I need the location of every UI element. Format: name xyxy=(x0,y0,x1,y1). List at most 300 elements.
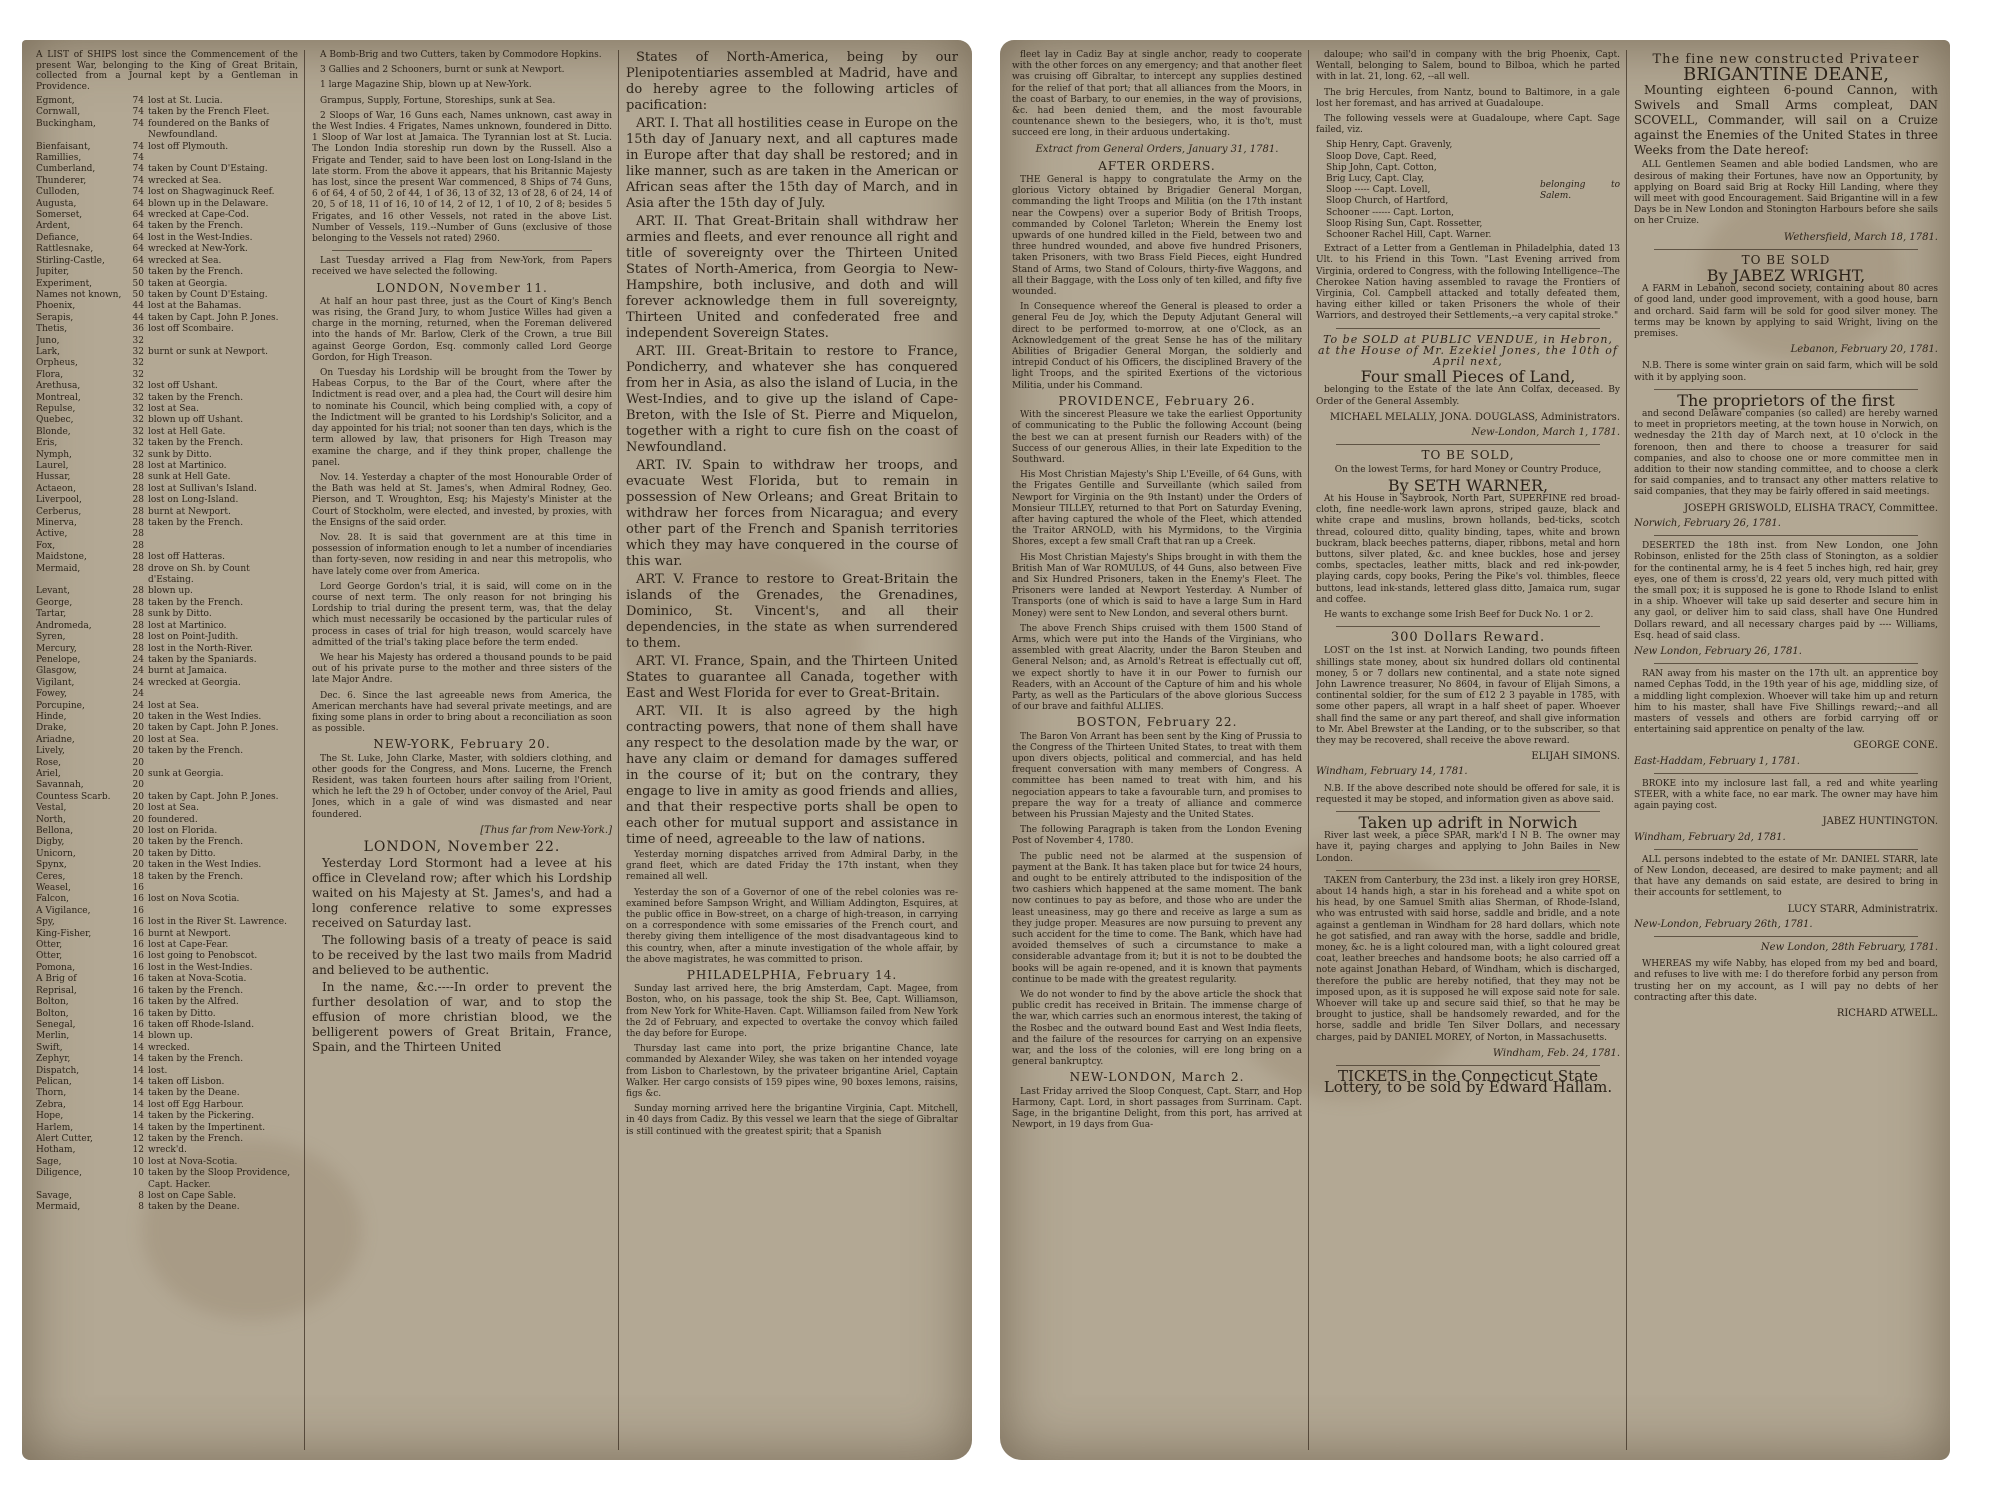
ship-fate: foundered on the Banks of Newfoundland. xyxy=(148,118,269,141)
ship-fate: lost on Cape Sable. xyxy=(148,1191,237,1201)
ship-guns: 16 xyxy=(132,905,144,916)
ship-fate xyxy=(148,541,298,552)
ship-name: Savage, xyxy=(36,1191,72,1201)
ship-fate: taken at Nova-Scotia. xyxy=(148,974,247,985)
ship-fate: taken by the French. xyxy=(148,985,244,996)
ship-fate: sunk at Georgia. xyxy=(148,768,224,779)
reward-paragraph: LOST on the 1st inst. at Norwich Landing, two pounds fifteen shillings state money, about six hundred dollars old continental money, 5 or 7 dollars new continental, and a state note signed John Lawrence treasurer, No 8604, in favour of Elijah Simons, a continental soldier, for the sum of £12 2 3 payable in 1785, with some other papers, all wrapt in a half sheet of paper. Whoever shall find the same or any part thereof, and shall give information to Mr. Abel Brewster at the Landing, or to the subscriber, so that they may be recovered, shall receive the above reward. xyxy=(1316,646,1620,746)
ship-guns: 20 xyxy=(132,837,144,848)
ship-name: Thetis, xyxy=(36,324,68,335)
ship-name: Tartar, xyxy=(36,609,67,620)
london-paragraph: Nov. 14. Yesterday a chapter of the most Honourable Order of the Bath was held at St. James's, when Admiral Rodney, Geo. Pierson, and T. Wroughton, Esq; his Majesty's Minister at the Court of Stockholm, were elected, and invested, by proxies, with the Ensigns of the said order. xyxy=(312,472,612,528)
ships-list-title: A LIST of SHIPS lost since the Commencement of the present War, belonging to the King of Great Britain, collected from a Journal kept by a Gentleman in Providence. xyxy=(36,50,298,92)
ship-name: Experiment, xyxy=(36,278,93,289)
ship-guns: 28 xyxy=(132,597,144,608)
ship-fate: taken by the French. xyxy=(148,267,244,278)
treaty-article: ART. V. France to restore to Great-Britain the islands of the Grenades, the Grenadines, Dominico, St. Vincent's, and all their dependencies, in the state as when surrendered to them. xyxy=(626,572,958,651)
horse-paragraph: TAKEN from Canterbury, the 23d inst. a likely iron grey HORSE, about 14 hands high, a star in his forehead and a white spot on his head, by one Samuel Smith alias Sherman, of Rhode-Island, who was entrusted with said horse, saddle and bridle, and a note against a gentleman in Windham for 28 hard dollars, which note he got satisfied, and ran away with the horse, saddle and bridle, money, &c. he is a light coloured man, with a light coloured great coat, leather breeches and handsome boots; he also carried off a note against Jonathan Hebard, of Windham, which is discharged, therefore the public are hereby notified, that they may not be imposed upon, as it is supposed he will expose said note for sale. Whoever will take up and secure said thief, so that he may be brought to justice, shall be handsomely rewarded, and for the horse, saddle and bridle Ten Silver Dollars, and necessary charges, paid by DANIEL MOREY, of Norton, in Massachusetts. xyxy=(1316,875,1620,1043)
vessels-note: belonging to Salem. xyxy=(1540,179,1620,201)
ship-fate: taken by the Deane. xyxy=(148,1088,240,1099)
ship-guns: 16 xyxy=(132,985,144,996)
ship-name: Nymph, xyxy=(36,449,72,460)
ship-name: Pomona, xyxy=(36,962,76,973)
ship-fate: taken by the Deane. xyxy=(148,1202,240,1213)
ship-fate: taken by the French. xyxy=(148,871,244,882)
ship-name: Egmont, xyxy=(36,96,75,106)
ship-row xyxy=(36,1054,298,1065)
adrift-paragraph: River last week, a piece SPAR, mark'd I N B. The owner may have it, paying charges and applying to John Bailes in New London. xyxy=(1316,831,1620,864)
providence-paragraph: His Most Christian Majesty's Ships brought in with them the British Man of War ROMULUS, of 44 Guns, also between Five and Six Hundred Prisoners, taken in the Enemy's Fleet. The Prisoners were landed at Newport Yesterday. A Number of Transports (one of which is said to have a large Sum in Hard Money) were sent to New London, and several others burnt. xyxy=(1012,552,1302,619)
ship-fate: lost at Martinico. xyxy=(148,461,227,471)
london-paragraph: We hear his Majesty has ordered a thousand pounds to be paid out of his private purse to the mother and three sisters of the late Major Andre. xyxy=(312,652,612,686)
ship-row xyxy=(36,780,298,791)
after-orders-body xyxy=(1012,175,1302,392)
ship-guns: 20 xyxy=(132,791,144,802)
left-column-two xyxy=(312,50,612,1450)
ship-row xyxy=(36,609,298,620)
ship-name: Swift, xyxy=(36,1042,63,1053)
reward-signature: ELIJAH SIMONS. xyxy=(1531,751,1620,763)
ship-row xyxy=(36,404,298,415)
ship-fate: sunk at Hell Gate. xyxy=(148,472,231,483)
ship-name: Bolton, xyxy=(36,1008,69,1019)
hercules-paragraph: The brig Hercules, from Nantz, bound to Baltimore, in a gale lost her foremast, and has arrived at Guadaloupe. xyxy=(1316,87,1620,109)
ship-name: Mermaid, xyxy=(36,1202,81,1213)
ship-name: Lively, xyxy=(36,746,65,757)
ship-row xyxy=(36,940,298,951)
ship-guns: 74 xyxy=(132,153,144,164)
ship-fate: taken by the Pickering. xyxy=(148,1111,255,1122)
ship-guns: 28 xyxy=(132,506,144,517)
ship-fate: lost in the North-River. xyxy=(148,643,253,654)
providence-body xyxy=(1012,410,1302,713)
philadelphia-paragraph: Sunday morning arrived here the brigantine Virginia, Capt. Mitchell, in 40 days from Cadiz. By this vessel we learn that the siege of Gibraltar is still continued with the greatest spirit; that a Spanish xyxy=(626,1104,958,1137)
ship-row xyxy=(36,644,298,655)
ship-row xyxy=(36,1111,298,1122)
ship-fate: wreck'd. xyxy=(148,1145,187,1156)
ship-fate: lost at the Bahamas. xyxy=(148,301,242,312)
after-articles-news xyxy=(626,850,958,966)
ship-fate: sunk by Ditto. xyxy=(148,449,212,460)
ship-fate: drove on Sh. by Count d'Estaing. xyxy=(148,563,250,586)
ship-guns: 64 xyxy=(132,198,144,209)
ship-row xyxy=(36,370,298,381)
ship-name: Culloden, xyxy=(36,187,80,198)
ship-row xyxy=(36,906,298,917)
horse-date: Windham, Feb. 24, 1781. xyxy=(1492,1047,1620,1059)
providence-paragraph: With the sincerest Pleasure we take the earliest Opportunity of communicating to the Public the following Account (being the best we can at present furnish our Readers with) of the Success of our generous Allies, in their late Expedition to the Southward. xyxy=(1012,410,1302,465)
ship-guns: 16 xyxy=(132,974,144,985)
london-paragraph: On Tuesday his Lordship will be brought from the Tower by Habeas Corpus, to the Bar of the Court, where after the Indictment is read over, and a plea had, the Court will desire him to nominate his Council, which being complied with, a copy of the Indictment will be granted to his Lordship's Solicitor, and a day appointed for his trial; not sooner than ten days, which is the term allowed by law, that prisoners for High Treason may examine the charge, and if they think proper, challenge the panel. xyxy=(312,368,612,468)
ship-guns: 64 xyxy=(132,232,144,243)
ship-fate xyxy=(148,780,298,791)
ship-guns: 24 xyxy=(132,700,144,711)
ship-guns: 20 xyxy=(132,757,144,768)
ship-row xyxy=(36,1202,298,1213)
land-date: New-London, March 1, 1781. xyxy=(1471,427,1620,439)
ship-guns: 64 xyxy=(132,210,144,221)
deserted-date: New London, February 26, 1781. xyxy=(1634,645,1802,657)
flag-note: Last Tuesday arrived a Flag from New-York, from Papers received we have selected the following. xyxy=(312,256,612,278)
ship-guns: 32 xyxy=(132,381,144,392)
vessel-entry: Sloop Dove, Capt. Reed, xyxy=(1326,151,1437,162)
treaty-articles xyxy=(626,50,958,848)
news-paragraph: Yesterday the son of a Governor of one of the rebel colonies was re-examined before Sampson Wright, and William Addington, Esquires, at the public office in Bow-street, on a charge of high-treason, in carrying on a correspondence with some emissaries of the French court, and thereby giving them intelligence of the most disadvantageous kind to this country, when, after a minute investigation of the whole affair, by the above magistrates, he was committed to prison. xyxy=(626,887,958,965)
ship-guns: 16 xyxy=(132,951,144,962)
ship-name: Laurel, xyxy=(36,461,69,471)
ship-row xyxy=(36,529,298,540)
column-rule xyxy=(1626,50,1627,1450)
ship-name: Vestal, xyxy=(36,803,67,814)
fleet-line: A Bomb-Brig and two Cutters, taken by Commodore Hopkins. xyxy=(320,50,602,60)
ship-fate xyxy=(148,529,298,540)
vessel-entry: Sloop ----- Capt. Lovell, xyxy=(1326,185,1431,196)
ship-row xyxy=(36,142,298,153)
ship-guns: 14 xyxy=(132,1076,144,1087)
ships-list-column xyxy=(36,50,298,1450)
ship-fate: wrecked at Cape-Cod. xyxy=(148,210,249,221)
ship-guns: 20 xyxy=(132,848,144,859)
ship-name: Rose, xyxy=(36,757,62,768)
ship-guns: 44 xyxy=(132,301,144,312)
ship-guns: 50 xyxy=(132,278,144,289)
column-rule xyxy=(618,50,619,1450)
separator xyxy=(1654,773,1918,774)
atwell-date: New London, 28th February, 1781. xyxy=(1760,941,1938,953)
ship-fate: burnt at Jamaica. xyxy=(148,666,227,677)
ship-fate: lost off Plymouth. xyxy=(148,141,229,152)
ship-row xyxy=(36,632,298,643)
london-paragraph: The following basis of a treaty of peace is said to be received by the last two mails from Madrid and believed to be authentic. xyxy=(312,933,612,978)
ship-guns: 24 xyxy=(132,677,144,688)
ship-name: Rattlesnake, xyxy=(36,244,94,255)
reward-date: Windham, February 14, 1781. xyxy=(1316,766,1468,778)
london-nov22-body xyxy=(312,856,612,1055)
ship-fate: burnt at Newport. xyxy=(148,506,231,517)
ship-fate: taken by Ditto. xyxy=(148,1008,216,1019)
ship-name: Orpheus, xyxy=(36,358,78,369)
london-paragraph: Nov. 28. It is said that government are at this time in possession of information enough to let a number of incendiaries than forty-seven, now residing in and near this metropolis, who have lately come over from America. xyxy=(312,532,612,577)
ship-name: Reprisal, xyxy=(36,985,77,996)
jabez-wright-heading: By JABEZ WRIGHT, xyxy=(1706,266,1866,286)
runaway-signature: GEORGE CONE. xyxy=(1853,740,1938,752)
farm-paragraph: A FARM in Lebanon, second society, containing about 80 acres of good land, under good improvement, with a good house, barn and orchard. Said farm will be sold for good silver money. The terms may be known by applying to said Wright, living on the premises. xyxy=(1634,284,1938,340)
providence-paragraph: His Most Christian Majesty's Ship L'Eveille, of 64 Guns, with the Frigates Gentille and Surveillante (which sailed from Newport for Virginia on the 9th Instant) under the Orders of Monsieur TILLEY, returned to that Port on Saturday Evening, after having captured the whole of the Fleet, which attended the Traitor ARNOLD, with his Myrmidons, to the Virginia Shores, except a few small Craft that ran up a Creek. xyxy=(1012,470,1302,548)
ship-row xyxy=(36,860,298,871)
ship-fate: lost at St. Lucia. xyxy=(148,96,223,106)
ship-name: Sage, xyxy=(36,1156,62,1167)
brigantine-deane-name: BRIGANTINE DEANE, xyxy=(1683,64,1889,86)
philadelphia-heading: PHILADELPHIA, February 14. xyxy=(686,968,898,983)
separator xyxy=(1336,328,1600,329)
ship-guns: 14 xyxy=(132,1099,144,1110)
providence-heading: PROVIDENCE, February 26. xyxy=(1058,393,1256,408)
treaty-article: ART. I. That all hostilities cease in Europe on the 15th day of January next, and all captures made in Europe after that day shall be restored; and in like manner, such as are taken in the American or African seas after the 15th day of March, and in Asia after the 15th day of July. xyxy=(626,116,958,211)
ship-guns: 20 xyxy=(132,860,144,871)
ship-name: Maidstone, xyxy=(36,552,87,563)
ship-fate: taken by Count D'Estaing. xyxy=(148,289,268,300)
ship-row xyxy=(36,347,298,358)
boston-body xyxy=(1012,732,1302,1069)
ship-row xyxy=(36,1020,298,1031)
ship-name: Senegal, xyxy=(36,1019,76,1030)
ship-row xyxy=(36,712,298,723)
ship-fate: taken by the Spaniards. xyxy=(148,654,257,665)
ship-guns: 24 xyxy=(132,689,144,700)
fleet-line: Grampus, Supply, Fortune, Storeships, sunk at Sea. xyxy=(320,95,556,106)
ship-name: Alert Cutter, xyxy=(36,1133,93,1144)
ship-guns: 50 xyxy=(132,289,144,300)
ship-fate: taken in the West Indies. xyxy=(148,711,262,722)
ship-row xyxy=(36,119,298,142)
ship-guns: 74 xyxy=(132,164,144,175)
ship-fate: lost off Scombaire. xyxy=(148,324,234,335)
ship-name: Arethusa, xyxy=(36,381,81,392)
philadelphia-letter-extract: Extract of a Letter from a Gentleman in Philadelphia, dated 13 Ult. to his Friend in this Town. "Last Evening arrived from Virginia, ordered to Congress, with the following Intelligence--The Cherokee Nation having assembled to ravage the Frontiers of Virginia, Col. Campbell attacked and totally defeated them, having either killed or taken Prisoners the whole of their Warriors, and destroyed their Settlements,--a very capital stroke." xyxy=(1316,244,1620,322)
ship-fate: lost at Cape-Fear. xyxy=(148,940,229,951)
ship-fate: lost off Egg Harbour. xyxy=(148,1099,244,1110)
ship-guns: 16 xyxy=(132,883,144,894)
ship-name: Penelope, xyxy=(36,654,81,665)
guadaloupe-paragraph: daloupe; who sail'd in company with the brig Phoenix, Capt. Wentall, belonging to Salem, bound to Bilboa, which he parted with in lat. 21, long. 62, --all well. xyxy=(1316,50,1620,83)
atwell-signature: RICHARD ATWELL. xyxy=(1836,1008,1938,1019)
ship-guns: 16 xyxy=(132,940,144,951)
fleet-line: 3 Gallies and 2 Schooners, burnt or sunk at Newport. xyxy=(320,65,565,76)
ship-fate: taken by the French. xyxy=(148,597,244,608)
ship-fate xyxy=(148,758,298,769)
ship-name: Mermaid, xyxy=(36,563,81,574)
london-paragraph: Yesterday Lord Stormont had a levee at his office in Cleveland row; after which his Lordship waited on his Majesty at St. James's, and had a long conference relative to some expresses received on Saturday last. xyxy=(312,856,612,931)
ship-fate: lost at Sea. xyxy=(148,734,199,745)
ship-name: Spynx, xyxy=(36,860,67,871)
ship-name: Stirling-Castle, xyxy=(36,255,105,266)
ship-row xyxy=(36,849,298,860)
ship-fate: lost in the West-Indies. xyxy=(148,232,253,243)
ship-guns: 20 xyxy=(132,803,144,814)
privateer-recruiting: ALL Gentlemen Seamen and able bodied Landsmen, who are desirous of making their Fortunes, have now an Opportunity, by applying on Board said Brig at Rocky Hill Landing, where they will meet with good Encouragement. Said Brigantine will in a few Days be in New London and Stonington Harbours before she sails on her Cruize. xyxy=(1634,160,1938,227)
ship-fate: blown up. xyxy=(148,1031,193,1042)
to-be-sold-heading: TO BE SOLD, xyxy=(1421,448,1515,463)
ship-row xyxy=(36,427,298,438)
ship-row xyxy=(36,324,298,335)
ship-guns: 16 xyxy=(132,962,144,973)
ship-row xyxy=(36,176,298,187)
ship-name: Syren, xyxy=(36,632,66,643)
vessel-entry: Schooner Rachel Hill, Capt. Warner. xyxy=(1326,230,1492,241)
ship-fate: burnt or sunk at Newport. xyxy=(148,346,268,357)
ship-row xyxy=(36,1077,298,1088)
ship-guns: 32 xyxy=(132,426,144,437)
ship-row xyxy=(36,1009,298,1020)
ship-row xyxy=(36,541,298,552)
ship-row xyxy=(36,210,298,221)
providence-paragraph: The above French Ships cruised with them 1500 Stand of Arms, which were put into the Hands of the Virginians, who assembled with great Alacrity, under the Baron Steuben and General Nelson; and, as Arnold's Retreat is effectually cut off, we expect shortly to have it in our Power to furnish our Readers, with an Account of the Capture of him and his whole Party, as well as the Particulars of the above glorious Success of our brave and faithful ALLIES. xyxy=(1012,623,1302,713)
starr-estate-paragraph: ALL persons indebted to the estate of Mr. DANIEL STARR, late of New London, deceased, are desired to make payment; and all that have any demands on said estate, are desired to bring in their accounts for settlement, to xyxy=(1634,854,1938,899)
ship-name: Andromeda, xyxy=(36,620,92,631)
london-nov22-heading: LONDON, November 22. xyxy=(363,839,561,855)
ship-name: Montreal, xyxy=(36,392,81,403)
ship-fate: taken by the French. xyxy=(148,837,244,848)
ship-row xyxy=(36,792,298,803)
left-column-three xyxy=(626,50,958,1450)
privateer-heading: The fine new constructed Privateer xyxy=(1652,52,1920,67)
ship-guns: 28 xyxy=(132,529,144,540)
ship-guns: 74 xyxy=(132,96,144,106)
ship-guns: 14 xyxy=(132,1065,144,1076)
ship-name: Weasel, xyxy=(36,883,71,894)
ship-row xyxy=(36,951,298,962)
ship-guns: 20 xyxy=(132,746,144,757)
ship-name: Defiance, xyxy=(36,232,79,243)
boston-paragraph: The following Paragraph is taken from the London Evening Post of November 4, 1780. xyxy=(1012,825,1302,847)
ship-fate xyxy=(148,358,298,369)
ship-row xyxy=(36,336,298,347)
ship-fate: lost at Hell Gate. xyxy=(148,426,226,437)
ship-name: Ariadne, xyxy=(36,734,75,745)
new-york-paragraph: The St. Luke, John Clarke, Master, with soldiers clothing, and other goods for the Congress, and Mons. Lucerne, the French Resident, was taken fourteen hours after sailing from l'Orient, which he left the 29 h of October, under convoy of the Ariel, Paul Jones, which in a gale of wind was dismasted and near foundered. xyxy=(312,753,612,820)
ship-row xyxy=(36,438,298,449)
vendue-heading: To be SOLD at PUBLIC VENDUE, in Hebron, at the House of Mr. Ezekiel Jones, the 10th of April next, xyxy=(1318,332,1618,369)
ship-name: Levant, xyxy=(36,586,71,597)
ship-row xyxy=(36,187,298,198)
separator xyxy=(1654,249,1918,250)
ship-guns: 14 xyxy=(132,1042,144,1053)
separator xyxy=(1336,811,1600,812)
ship-row xyxy=(36,678,298,689)
treaty-article: ART. III. Great-Britain to restore to France, Pondicherry, and whatever she has conquered from her in Asia, as also the island of Lucia, in the West-Indies, and to give up the island of Cape-Breton, with the Isle of St. Pierre and Miquelon, together with a right to cure fish on the coast of Newfoundland. xyxy=(626,344,958,455)
lottery-tickets: TICKETS in the Connecticut State Lottery, to be sold by Edward Hallam. xyxy=(1323,1067,1613,1097)
ship-guns: 28 xyxy=(132,552,144,563)
london-nov11-heading: LONDON, November 11. xyxy=(376,280,548,295)
new-london-heading: NEW-LONDON, March 2. xyxy=(1069,1070,1245,1085)
ship-guns: 28 xyxy=(132,632,144,643)
vessels-block xyxy=(1316,140,1620,241)
ship-guns: 24 xyxy=(132,666,144,677)
to-be-sold-heading-2: TO BE SOLD xyxy=(1741,252,1831,267)
ship-fate: lost at Sea. xyxy=(148,403,199,414)
ship-guns: 28 xyxy=(132,483,144,494)
ship-fate: taken in the West Indies. xyxy=(148,860,262,871)
ship-fate: lost on Shagwaginuck Reef. xyxy=(148,187,275,198)
ship-name: George, xyxy=(36,597,73,608)
ship-fate: lost off Hatteras. xyxy=(148,552,225,563)
boston-paragraph: We do not wonder to find by the above article the shock that public credit has received in Britain. The immense charge of the war, which carries such an enormous interest, the taking of the Rosbec and the outward bound East and West India fleets, and the failure of the resources for carrying on an expensive war, and the loss of the colonies, will ere long bring on a general bankruptcy. xyxy=(1012,990,1302,1068)
boston-heading: BOSTON, February 22. xyxy=(1076,715,1238,730)
ship-row xyxy=(36,837,298,848)
ship-guns: 32 xyxy=(132,335,144,346)
ship-fate: wrecked. xyxy=(148,1042,190,1053)
ship-fate: wrecked at New-York. xyxy=(148,244,248,255)
vessel-entry: Ship John, Capt. Cotton, xyxy=(1326,162,1437,173)
ship-guns: 50 xyxy=(132,267,144,278)
ship-fate: taken by the French. xyxy=(148,1054,244,1065)
ship-row xyxy=(36,313,298,324)
ship-fate: lost at Sea. xyxy=(148,700,199,711)
ship-fate: lost on Florida. xyxy=(148,826,218,836)
london-paragraph: Dec. 6. Since the last agreeable news from America, the American merchants have had several private meetings, and are fixing some plans in order to bring about a reconciliation as soon as possible. xyxy=(312,690,612,735)
runaway-date: East-Haddam, February 1, 1781. xyxy=(1634,755,1800,767)
ship-name: Thunderer, xyxy=(36,175,87,186)
ship-fate: taken by the Impertinent. xyxy=(148,1122,266,1133)
separator xyxy=(1654,389,1918,390)
ship-guns: 14 xyxy=(132,1054,144,1065)
ship-name: Actaeon, xyxy=(36,483,76,494)
right-newspaper-page xyxy=(1000,40,1950,1460)
ship-guns: 28 xyxy=(132,540,144,551)
ship-name: Somerset, xyxy=(36,210,83,221)
ship-row xyxy=(36,267,298,278)
ship-name: Otter, xyxy=(36,940,63,951)
ship-fate xyxy=(148,336,298,347)
ship-fate: foundered. xyxy=(148,814,198,825)
separator xyxy=(1654,663,1918,664)
ship-guns: 28 xyxy=(132,620,144,631)
ship-row xyxy=(36,986,298,997)
ship-fate: blown up. xyxy=(148,586,193,597)
ship-row xyxy=(36,701,298,712)
ship-fate: lost going to Penobscot. xyxy=(148,951,258,962)
ship-row xyxy=(36,758,298,769)
ship-fate: taken by Capt. John P. Jones. xyxy=(148,312,279,323)
starr-signature: LUCY STARR, Administratrix. xyxy=(1787,903,1938,915)
ship-name: Ceres, xyxy=(36,871,66,882)
ship-fate xyxy=(148,689,298,700)
ship-guns: 20 xyxy=(132,826,144,836)
ship-guns: 32 xyxy=(132,449,144,460)
ship-row xyxy=(36,256,298,267)
ship-fate: taken by Ditto. xyxy=(148,848,216,859)
vessel-entry: Sloop Church, of Hartford, xyxy=(1326,196,1449,207)
ship-fate: lost on Nova Scotia. xyxy=(148,894,240,905)
vessel-entry: Sloop Rising Sun, Capt. Rossetter, xyxy=(1326,218,1483,229)
ship-name: Bolton, xyxy=(36,997,69,1008)
ship-fate: taken by the French. xyxy=(148,438,244,449)
reward-heading: 300 Dollars Reward. xyxy=(1390,630,1546,646)
ship-guns: 28 xyxy=(132,472,144,483)
ship-row xyxy=(36,872,298,883)
ship-fate: taken off Lisbon. xyxy=(148,1076,225,1087)
ship-fate: wrecked at Sea. xyxy=(148,255,222,266)
ship-guns: 32 xyxy=(132,415,144,426)
ship-name: Dispatch, xyxy=(36,1065,80,1076)
ship-fate: wrecked at Georgia. xyxy=(148,677,241,688)
column-rule xyxy=(1308,50,1309,1450)
ship-guns: 20 xyxy=(132,780,144,791)
ship-guns: 12 xyxy=(132,1133,144,1144)
ship-row xyxy=(36,279,298,290)
ship-fate: taken off Rhode-Island. xyxy=(148,1019,255,1030)
ship-guns: 64 xyxy=(132,244,144,255)
ship-name: Zephyr, xyxy=(36,1054,71,1065)
ship-row xyxy=(36,164,298,175)
ship-name: Ariel, xyxy=(36,768,61,779)
ship-guns: 32 xyxy=(132,369,144,380)
vessels-intro: The following vessels were at Guadaloupe, where Capt. Sage failed, viz. xyxy=(1316,114,1620,136)
ship-guns: 20 xyxy=(132,734,144,745)
ship-guns: 16 xyxy=(132,894,144,905)
ship-guns: 16 xyxy=(132,1008,144,1019)
ship-fate: taken by the Sloop Providence, Capt. Hacker. xyxy=(148,1168,291,1190)
ship-name: Porcupine, xyxy=(36,700,85,711)
ship-name: Unicorn, xyxy=(36,848,76,859)
ship-guns: 16 xyxy=(132,997,144,1008)
ship-fate: lost on Point-Judith. xyxy=(148,632,239,643)
london-paragraph: In the name, &c.----In order to prevent the further desolation of war, and to stop the effusion of more christian blood, we the belligerent powers of Great Britain, France, Spain, and the Thirteen United xyxy=(312,980,612,1055)
steer-paragraph: BROKE into my inclosure last fall, a red and white yearling STEER, with a white face, no ear mark. The owner may have him again paying cost. xyxy=(1634,778,1938,812)
separator xyxy=(1336,626,1600,627)
ship-fate: lost at Sullivan's Island. xyxy=(148,483,257,494)
ship-row xyxy=(36,803,298,814)
